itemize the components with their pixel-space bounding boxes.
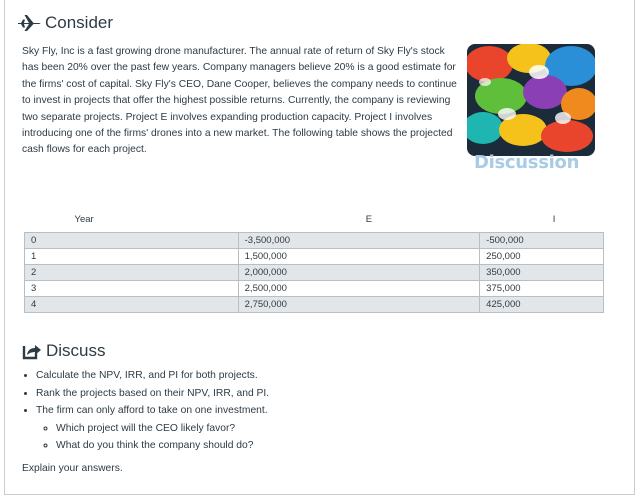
discussion-label: Discussion xyxy=(474,152,580,173)
table-row xyxy=(25,281,604,297)
cell-project-i: 375,000 xyxy=(480,281,604,297)
cell-year: 4 xyxy=(25,297,239,313)
cell-project-i: -500,000 xyxy=(480,233,604,249)
list-item xyxy=(36,385,436,403)
list-item xyxy=(36,402,436,455)
cell-project-i: 425,000 xyxy=(480,297,604,313)
list-item xyxy=(56,420,436,438)
list-item xyxy=(56,437,436,455)
table-row xyxy=(25,297,604,313)
airplane-icon xyxy=(17,14,41,32)
cell-year: 1 xyxy=(25,249,239,265)
task-text: The firm can only afford to take on one investment. xyxy=(36,405,268,417)
sub-task-text: Which project will the CEO likely favor? xyxy=(56,422,236,434)
cell-project-i: 250,000 xyxy=(480,249,604,265)
cell-project-i: 350,000 xyxy=(480,265,604,281)
discussion-task-list xyxy=(22,367,436,455)
task-text: Calculate the NPV, IRR, and PI for both projects. xyxy=(36,370,258,381)
table-row xyxy=(25,249,604,265)
cell-project-e: 2,500,000 xyxy=(238,281,480,297)
consider-title: Consider xyxy=(45,13,114,32)
cell-project-e: 2,000,000 xyxy=(238,265,480,281)
discuss-heading xyxy=(22,341,106,361)
table-row xyxy=(25,233,604,249)
cell-project-e: 1,500,000 xyxy=(238,249,480,265)
header-year: Year xyxy=(74,213,94,225)
task-text: Rank the projects based on their NPV, IRR, and PI. xyxy=(36,387,270,399)
header-project-e: E xyxy=(365,213,373,225)
consider-heading xyxy=(17,13,113,33)
cell-year: 3 xyxy=(25,281,239,297)
share-icon xyxy=(22,342,42,360)
cell-project-e: -3,500,000 xyxy=(238,233,480,249)
sub-task-text: What do you think the company should do? xyxy=(56,440,254,452)
table-row xyxy=(25,265,604,281)
header-project-i: I xyxy=(552,213,556,225)
sub-task-list xyxy=(36,420,436,455)
list-item xyxy=(36,367,436,385)
scenario-text: Sky Fly, Inc is a fast growing drone manufacturer. The annual rate of return of Sky Fly's stock has been 20% over the past few years. Company managers believe 20% is a good estimate for the firms' cost of capital. Sky Fly's CEO, Dane Cooper, believes the company needs to continue to invest in projects that offer the highest possible returns. Currently, the company is reviewing two separate projects. Project E involves expanding production capacity. Project I involves introducing one of the firms' drones into a new market. The following table shows the projected cash flows for each project. xyxy=(22,46,457,156)
table-header-row xyxy=(25,212,604,233)
closing-instruction: Explain your answers. xyxy=(22,463,123,474)
discuss-title: Discuss xyxy=(46,341,106,360)
cell-year: 2 xyxy=(25,265,239,281)
cash-flow-table xyxy=(24,212,604,313)
cell-year: 0 xyxy=(25,233,239,249)
cell-project-e: 2,750,000 xyxy=(238,297,480,313)
